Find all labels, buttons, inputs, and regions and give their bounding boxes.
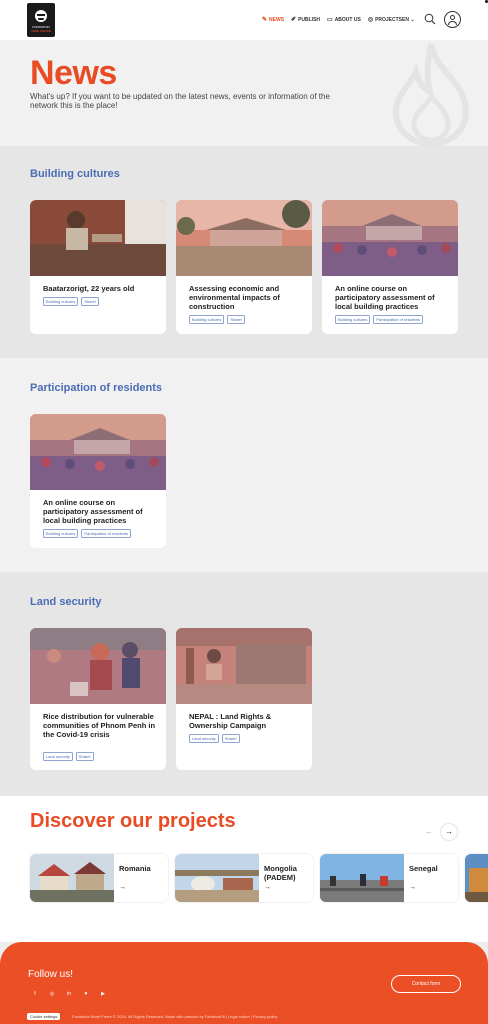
chat-icon: ▭: [327, 17, 333, 23]
news-card-tags: [335, 315, 423, 324]
page-title: News: [30, 54, 117, 92]
news-card[interactable]: [30, 200, 166, 334]
section-land-security: [0, 572, 488, 796]
news-card-tags: [43, 752, 94, 761]
site-header: [0, 0, 488, 40]
project-card-image: [175, 854, 259, 902]
news-card-tags: [189, 734, 240, 743]
instagram-icon[interactable]: ◎: [49, 991, 55, 997]
tag[interactable]: Participation of residents: [373, 315, 423, 324]
project-card-senegal[interactable]: [320, 854, 458, 902]
page-intro: What's up? If you want to be updated on the latest news, events or information of the network this is the place!: [30, 92, 330, 110]
logo-text-bottom: ABBÉ PIERRE: [30, 28, 51, 33]
nav-publish-label: PUBLISH: [298, 16, 321, 23]
project-card-image: [465, 854, 488, 902]
tag[interactable]: Land security: [43, 752, 73, 761]
project-card-partial[interactable]: [465, 854, 488, 902]
project-name: Romania: [119, 864, 151, 873]
news-card-title: Rice distribution for vulnerable communities of Phnom Penh in the Covid-19 crisis: [43, 712, 156, 739]
nav-news-label: NEWS: [269, 16, 285, 23]
tag[interactable]: Building cultures: [43, 297, 78, 306]
flame-watermark-icon: [386, 42, 476, 146]
news-card-title: An online course on participatory assessment of local building practices: [335, 284, 435, 311]
project-card-image: [30, 854, 114, 902]
news-card[interactable]: [176, 200, 312, 334]
tag[interactable]: Land security: [189, 734, 219, 743]
tag[interactable]: Participation of residents: [81, 529, 131, 538]
news-card-title: Baatarzorigt, 22 years old: [43, 284, 135, 293]
section-title: Building cultures: [30, 168, 120, 180]
news-card[interactable]: [30, 414, 166, 548]
tag[interactable]: Building cultures: [189, 315, 224, 324]
news-card-title: NEPAL : Land Rights & Ownership Campaign: [189, 712, 272, 730]
project-name: Senegal: [409, 864, 438, 873]
hero-section: [0, 40, 488, 146]
arrow-right-icon: →: [264, 884, 271, 891]
pencil-icon: ✐: [291, 17, 297, 23]
tag[interactable]: Share!: [76, 752, 94, 761]
arrow-right-icon: →: [119, 884, 126, 891]
tag[interactable]: Building cultures: [43, 529, 78, 538]
projects-title: Discover our projects: [30, 810, 236, 832]
news-card[interactable]: [322, 200, 458, 334]
copyright-text: Fondation Abbé Pierre © 2024. All Rights Reserved. Made with passion by Fabbrica09 | Legal notice | Privacy policy: [72, 1014, 278, 1019]
nav-about-label: ABOUT US: [334, 16, 361, 23]
youtube-icon[interactable]: ▶: [101, 991, 105, 997]
news-card-tags: [43, 529, 131, 538]
nav-news[interactable]: [262, 16, 284, 23]
site-logo[interactable]: [27, 3, 55, 37]
news-card-image: [30, 414, 166, 490]
project-card-romania[interactable]: [30, 854, 168, 902]
news-card[interactable]: [176, 628, 312, 770]
facebook-icon[interactable]: f: [34, 991, 36, 997]
language-selector[interactable]: EN ⌄: [402, 17, 415, 23]
social-links: [32, 991, 106, 997]
nav-publish[interactable]: [291, 16, 320, 23]
projects-section: [0, 796, 488, 942]
tag[interactable]: Building cultures: [335, 315, 370, 324]
arrow-right-icon: →: [409, 884, 416, 891]
news-card-image: [176, 200, 312, 276]
main-nav: [262, 16, 402, 23]
news-card-image: [30, 628, 166, 704]
news-card-tags: [189, 315, 245, 324]
nav-projects-label: PROJECTS: [375, 16, 403, 23]
project-name: Mongolia (PADEM): [264, 864, 297, 882]
carousel-prev-button[interactable]: ←: [425, 827, 433, 836]
nav-projects[interactable]: [368, 16, 402, 23]
user-account-icon[interactable]: [444, 11, 461, 28]
contact-form-button[interactable]: Contact form: [391, 975, 461, 993]
logo-text-top: FONDATION: [32, 25, 50, 29]
news-card-image: [322, 200, 458, 276]
project-card-mongolia[interactable]: [175, 854, 313, 902]
news-card-image: [176, 628, 312, 704]
tag[interactable]: Share!: [227, 315, 245, 324]
section-participation: [0, 358, 488, 572]
news-card-tags: [43, 297, 99, 306]
site-footer: [0, 942, 488, 1024]
linkedin-icon[interactable]: in: [67, 991, 71, 997]
news-card-title: Assessing economic and environmental impacts of construction: [189, 284, 280, 311]
logo-face-icon: [35, 10, 47, 22]
megaphone-icon: ✎: [262, 17, 268, 23]
cookie-settings-button[interactable]: Cookie settings: [27, 1013, 60, 1020]
search-icon[interactable]: [424, 13, 436, 25]
follow-us-heading: Follow us!: [28, 969, 74, 980]
news-card-title: An online course on participatory assessment of local building practices: [43, 498, 143, 525]
section-title: Land security: [30, 596, 102, 608]
globe-icon: ◎: [367, 17, 374, 23]
tag[interactable]: Share!: [222, 734, 240, 743]
carousel-next-button[interactable]: →: [441, 824, 457, 840]
twitter-icon[interactable]: ♥: [84, 991, 88, 997]
project-card-image: [320, 854, 404, 902]
section-building-cultures: [0, 146, 488, 358]
section-title: Participation of residents: [30, 382, 163, 394]
tag[interactable]: Share!: [81, 297, 99, 306]
nav-about[interactable]: [327, 16, 361, 23]
news-card[interactable]: [30, 628, 166, 770]
news-card-image: [30, 200, 166, 276]
